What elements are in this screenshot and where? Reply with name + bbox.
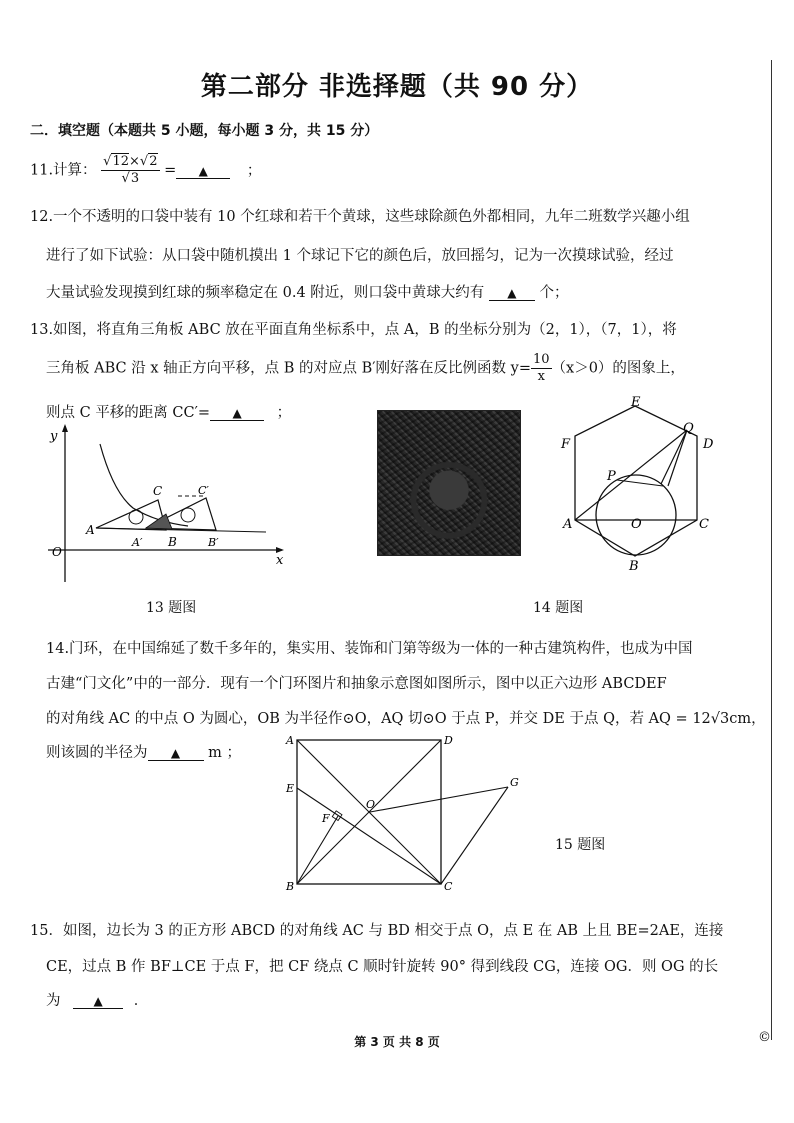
fig13-label-c: C <box>153 484 163 498</box>
q11-radicand-b: 2 <box>149 154 158 169</box>
q12-line-3-text: 大量试验发现摸到红球的频率稳定在 0.4 附近，则口袋中黄球大约有 <box>46 285 485 301</box>
q15-line-3 <box>46 989 148 1010</box>
q15-line-3-text: 为 <box>46 993 61 1009</box>
fig13-label-a: A <box>86 523 95 537</box>
fig15-label-g: G <box>510 776 519 789</box>
q12-line-3 <box>46 281 569 302</box>
margin-rule <box>771 60 772 1040</box>
fig14-label-e: E <box>631 395 641 410</box>
fig15-label-a: A <box>286 734 294 747</box>
fig15-label-o: O <box>366 798 376 811</box>
q11-answer-blank[interactable] <box>176 164 230 179</box>
q12-line-1: 12.一个不透明的口袋中装有 10 个红球和若干个黄球，这些球除颜色外都相同，九年二班数学兴趣小组 <box>30 209 690 225</box>
fig14-label-o: O <box>631 517 642 532</box>
door-knocker-photo <box>377 410 521 556</box>
q13-frac-den: x <box>537 369 545 384</box>
figure-15 <box>282 730 532 895</box>
q13-line-3-text: 则点 C 平移的距离 CC′= <box>46 405 211 421</box>
fig15-label-b: B <box>286 880 295 893</box>
answer-triangle-icon: ▲ <box>93 994 103 1008</box>
figure-13 <box>38 422 288 592</box>
q11-equals: = <box>164 162 177 179</box>
page-title: 第二部分 非选择题（共 90 分） <box>200 72 594 102</box>
fig15-label-c: C <box>444 880 453 893</box>
answer-triangle-icon: ▲ <box>170 746 181 760</box>
q14-line-2: 古建“门文化”中的一部分．现有一个门环图片和抽象示意图如图所示，图中以正六边形 ABCDEF <box>46 676 667 692</box>
corner-mark: © <box>758 1030 771 1045</box>
fig15-label-e: E <box>286 782 295 795</box>
caption-fig14: 14 题图 <box>533 600 584 616</box>
q12-line-2: 进行了如下试验：从口袋中随机摸出 1 个球记下它的颜色后，放回摇匀，记为一次摸球试验，经过 <box>46 248 674 264</box>
q13-line-3-suffix: ； <box>276 405 292 421</box>
figure-14 <box>555 388 730 573</box>
q11-radicand-a: 12 <box>112 154 130 169</box>
q15-line-2: CE，过点 B 作 BF⊥CE 于点 F，把 CF 绕点 C 顺时针旋转 90° 得到线段 CG，连接 OG．则 OG 的长 <box>46 959 719 975</box>
q11-times: × <box>129 154 140 169</box>
q13-frac-num: 10 <box>532 352 550 367</box>
fig13-label-c2: C′ <box>198 484 209 497</box>
caption-fig15: 15 题图 <box>555 837 606 853</box>
answer-triangle-icon: ▲ <box>198 163 208 178</box>
q13-line-2 <box>46 352 685 385</box>
fig14-label-a: A <box>563 517 573 532</box>
q13-fraction <box>531 352 552 385</box>
fig13-label-b: B <box>168 535 177 549</box>
fig13-label-o: O <box>52 545 62 559</box>
q15-answer-blank[interactable] <box>73 994 123 1009</box>
q13-condition: （x＞0）的图象上， <box>551 360 685 377</box>
circle-o <box>596 475 676 555</box>
q13-answer-blank[interactable] <box>210 406 264 421</box>
q14-line-3: 的对角线 AC 的中点 O 为圆心，OB 为半径作⊙O，AQ 切⊙O 于点 P，并交 DE 于点 Q，若 AQ = 12√3cm， <box>46 711 766 727</box>
q13-line-3 <box>46 401 291 422</box>
section-heading: 二．填空题（本题共 5 小题，每小题 3 分，共 15 分） <box>30 123 379 139</box>
hexagon-abcdef <box>575 406 697 556</box>
q13-line-1: 13.如图，将直角三角板 ABC 放在平面直角坐标系中，点 A，B 的坐标分别为（2，1），（7，1），将 <box>30 322 677 338</box>
q15-line-1: 15．如图，边长为 3 的正方形 ABCD 的对角线 AC 与 BD 相交于点 O，点 E 在 AB 上且 BE=2AE，连接 <box>30 923 724 939</box>
q14-answer-blank[interactable] <box>148 746 204 761</box>
q14-line-4-text: 则该圆的半径为 <box>46 745 148 761</box>
q14-line-4-suffix: m ； <box>208 745 241 761</box>
q14-line-4 <box>46 741 241 762</box>
q11-prefix: 11.计算： <box>30 162 97 179</box>
q14-line-1: 14.门环，在中国绵延了数千多年的，集实用、装饰和门第等级为一体的一种古建筑构件，也成为中国 <box>46 641 693 657</box>
fig14-label-b: B <box>629 559 639 573</box>
question-11 <box>30 154 261 187</box>
caption-fig13: 13 题图 <box>146 600 197 616</box>
fig13-label-x: x <box>276 553 284 568</box>
answer-triangle-icon: ▲ <box>232 406 242 420</box>
fig15-label-d: D <box>444 734 453 747</box>
q13-line-2-text: 三角板 ABC 沿 x 轴正方向平移，点 B 的对应点 B′刚好落在反比例函数 y= <box>46 360 531 377</box>
q11-fraction: $\frac{√12\times√2}{√3}$ <box>103 154 158 186</box>
q11-denominator: 3 <box>130 171 140 186</box>
q12-answer-blank[interactable] <box>489 286 535 301</box>
page-footer: 第 3 页 共 8 页 <box>354 1035 440 1049</box>
fig13-label-y: y <box>50 429 58 444</box>
fig13-label-a2: A′ <box>132 536 143 549</box>
fig14-label-f: F <box>561 437 571 452</box>
fig13-label-b2: B′ <box>208 536 219 549</box>
q15-line-3-suffix: ． <box>133 993 149 1009</box>
answer-triangle-icon: ▲ <box>507 286 517 300</box>
fig14-label-p: P <box>607 469 616 484</box>
fig15-label-f: F <box>322 812 330 825</box>
q12-line-3-suffix: 个； <box>539 285 569 301</box>
q11-suffix: ； <box>246 162 262 179</box>
fig14-label-d: D <box>703 437 714 452</box>
fig14-label-q: Q <box>683 421 694 436</box>
fig14-label-c: C <box>699 517 709 532</box>
